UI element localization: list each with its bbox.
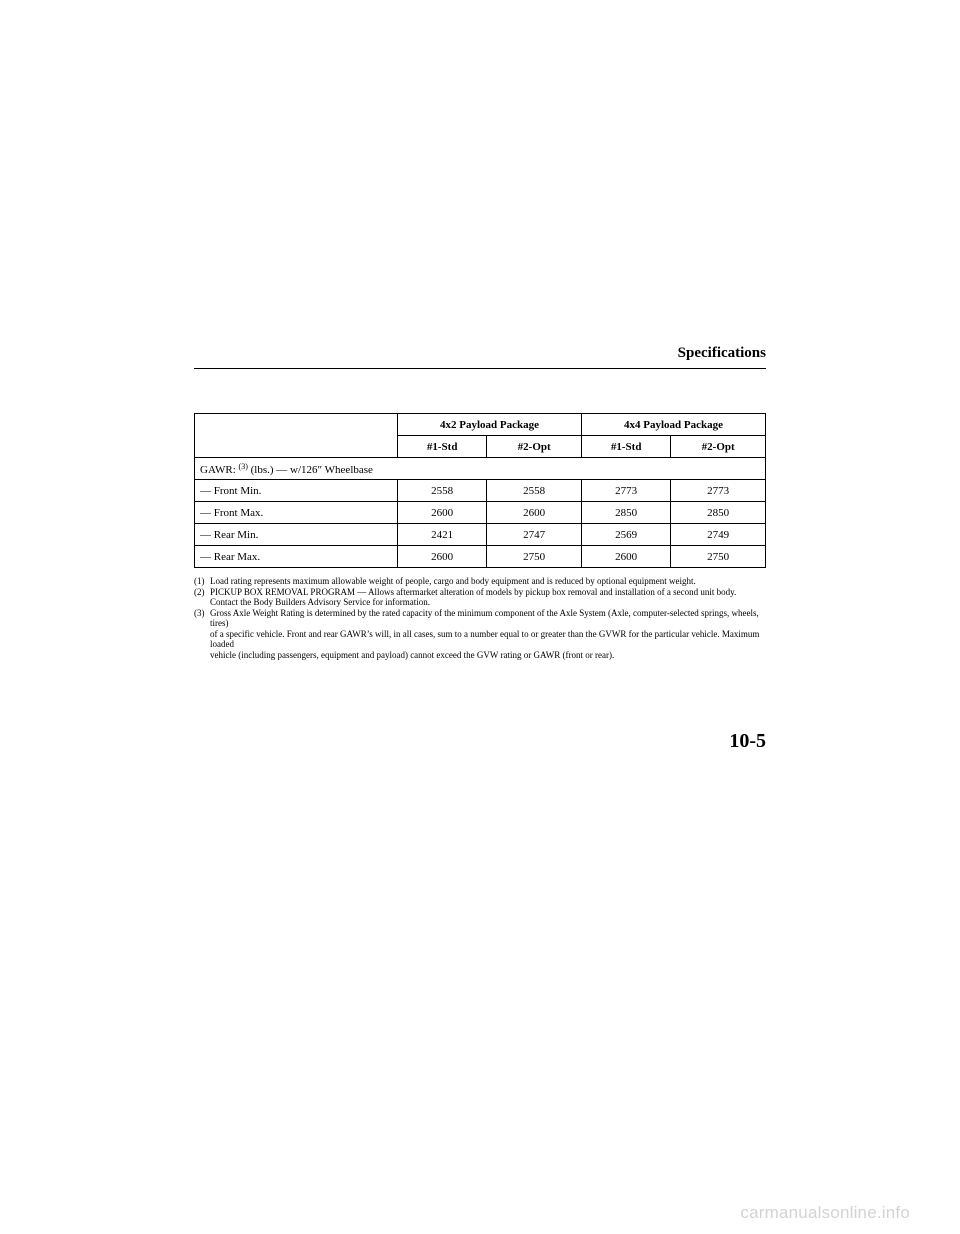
cell-value: 2850 bbox=[671, 502, 766, 524]
sub-header: #2-Opt bbox=[671, 436, 766, 458]
footnotes bbox=[194, 576, 774, 660]
row-label: — Rear Max. bbox=[195, 546, 398, 568]
row-label: — Front Min. bbox=[195, 480, 398, 502]
cell-value: 2773 bbox=[671, 480, 766, 502]
cell-value: 2773 bbox=[581, 480, 670, 502]
header-rule bbox=[194, 368, 766, 369]
section-row bbox=[195, 458, 766, 480]
footnote-line: Gross Axle Weight Rating is determined by the rated capacity of the minimum component of the Axle System (Axle, computer-selected springs, wheels, tires) bbox=[210, 607, 759, 628]
footnote bbox=[194, 576, 774, 587]
watermark: carmanualsonline.info bbox=[740, 1203, 910, 1222]
row-label: — Rear Min. bbox=[195, 524, 398, 546]
cell-value: 2569 bbox=[581, 524, 670, 546]
footnote-line: PICKUP BOX REMOVAL PROGRAM — Allows aftermarket alteration of models by pickup box removal and installation of a second unit body. bbox=[210, 586, 737, 597]
footnote-ref: (3) bbox=[238, 461, 248, 471]
cell-value: 2558 bbox=[398, 480, 487, 502]
cell-value: 2749 bbox=[671, 524, 766, 546]
table-row bbox=[195, 480, 766, 502]
spec-table bbox=[194, 413, 766, 568]
footnote-number: (3) bbox=[194, 607, 205, 618]
cell-value: 2600 bbox=[398, 546, 487, 568]
section-title: Specifications bbox=[677, 345, 766, 361]
cell-value: 2600 bbox=[581, 546, 670, 568]
footnote-line: vehicle (including passengers, equipment and payload) cannot exceed the GVW rating or GAWR (front or rear). bbox=[210, 649, 615, 660]
cell-value: 2750 bbox=[671, 546, 766, 568]
sub-header: #1-Std bbox=[581, 436, 670, 458]
footnote-line: Load rating represents maximum allowable weight of people, cargo and body equipment and is reduced by optional equipment weight. bbox=[210, 576, 696, 586]
footnote-number: (2) bbox=[194, 586, 205, 597]
corner-cell bbox=[195, 414, 398, 458]
cell-value: 2747 bbox=[487, 524, 582, 546]
footnote-line: Contact the Body Builders Advisory Service for information. bbox=[210, 597, 430, 607]
cell-value: 2850 bbox=[581, 502, 670, 524]
footnote-line: of a specific vehicle. Front and rear GAWR’s will, in all cases, sum to a number equal to or greater than the GVWR for the particular vehicle. Maximum loaded bbox=[210, 628, 760, 649]
footnote-number: (1) bbox=[194, 576, 205, 586]
cell-value: 2421 bbox=[398, 524, 487, 546]
table-row bbox=[195, 524, 766, 546]
footnote bbox=[194, 608, 774, 661]
row-label: — Front Max. bbox=[195, 502, 398, 524]
group-header-4x4: 4x4 Payload Package bbox=[581, 414, 765, 436]
cell-value: 2600 bbox=[487, 502, 582, 524]
page-number: 10-5 bbox=[729, 730, 766, 752]
gawr-section-label bbox=[195, 458, 766, 480]
sub-header: #1-Std bbox=[398, 436, 487, 458]
table-row bbox=[195, 546, 766, 568]
group-header-row bbox=[195, 414, 766, 436]
cell-value: 2750 bbox=[487, 546, 582, 568]
table-row bbox=[195, 502, 766, 524]
group-header-4x2: 4x2 Payload Package bbox=[398, 414, 582, 436]
gawr-suffix: (lbs.) — w/126″ Wheelbase bbox=[250, 463, 373, 476]
gawr-prefix: GAWR: bbox=[200, 463, 236, 476]
cell-value: 2600 bbox=[398, 502, 487, 524]
sub-header: #2-Opt bbox=[487, 436, 582, 458]
footnote bbox=[194, 587, 774, 608]
cell-value: 2558 bbox=[487, 480, 582, 502]
